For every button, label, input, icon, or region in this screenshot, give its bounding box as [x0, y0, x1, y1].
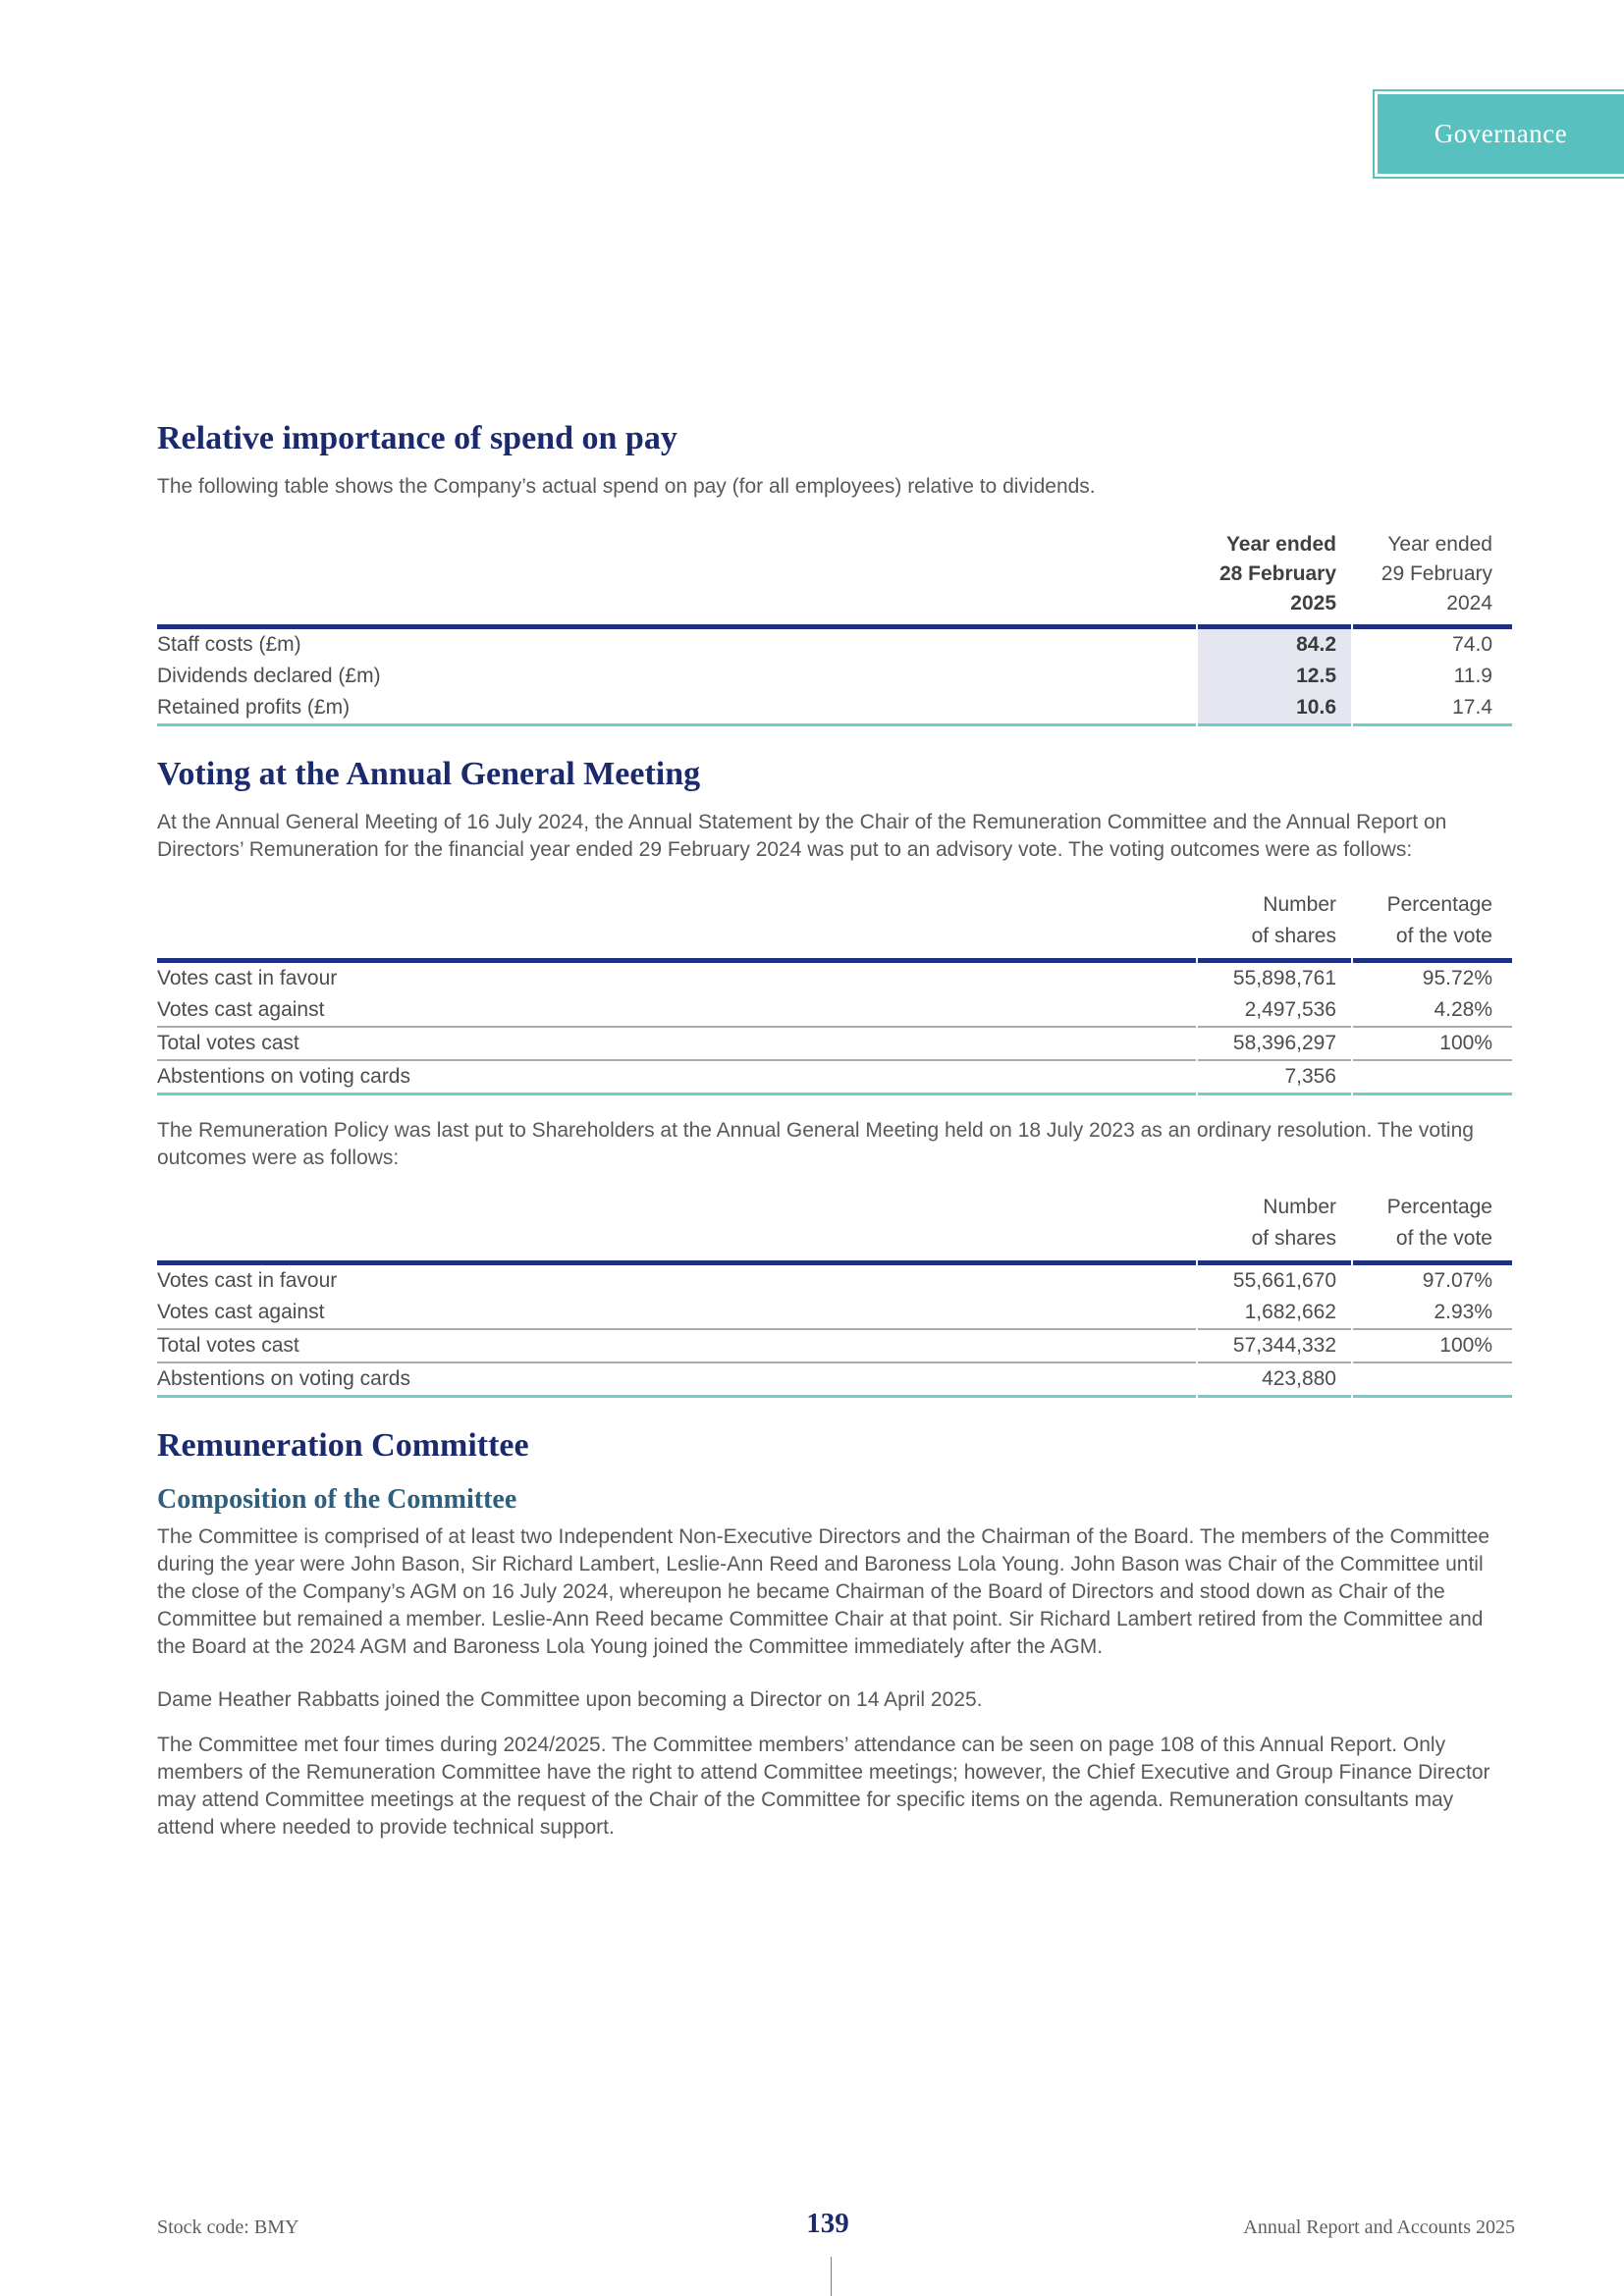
row-shares: 423,880	[1198, 1362, 1351, 1398]
row-label: Votes cast against	[157, 998, 325, 1021]
row-label: Votes cast in favour	[157, 967, 338, 989]
composition-paragraph-3: The Committee met four times during 2024/2025. The Committee members’ attendance can be seen on page 108 of this Annual Report. Only members of the Remuneration Committee have the right to attend Committee meetings; however, the Chief Executive and Group Finance Director may attend Committee meetings at the request of the Chair of the Committee for specific items on the agenda. Remuneration consultants may attend where needed to provide technical support.	[157, 1734, 1490, 1839]
footer-report-title: Annual Report and Accounts 2025	[1243, 2216, 1515, 2238]
row-value-2024: 17.4	[1353, 692, 1512, 726]
agm-vote-table	[157, 885, 1512, 1095]
row-shares: 55,661,670	[1232, 1269, 1336, 1292]
spend-table-header-2024: Year ended 29 February 2024	[1353, 526, 1512, 629]
voting-section-intro: At the Annual General Meeting of 16 July 2024, the Annual Statement by the Chair of the Remuneration Committee and the Annual Report on Directors’ Remuneration for the financial year ended 29 February 2024 was put to an advisory vote. The voting outcomes were as follows:	[157, 811, 1447, 861]
row-shares: 57,344,332	[1198, 1328, 1351, 1362]
composition-paragraph-2: Dame Heather Rabbatts joined the Committee upon becoming a Director on 14 April 2025.	[157, 1688, 983, 1711]
row-pct: 100%	[1353, 1026, 1512, 1059]
row-label: Votes cast against	[157, 1301, 325, 1323]
remuneration-section-title: Remuneration Committee	[157, 1427, 529, 1464]
row-label: Retained profits (£m)	[157, 692, 1196, 726]
row-shares: 1,682,662	[1244, 1301, 1336, 1323]
voting-section-title: Voting at the Annual General Meeting	[157, 756, 701, 792]
row-label: Total votes cast	[157, 1328, 1196, 1362]
vote-table-header-shares: Number of shares	[1198, 1188, 1351, 1265]
spend-table-header-row	[157, 526, 1512, 629]
footer-stock-code: Stock code: BMY	[157, 2216, 299, 2238]
row-label: Abstentions on voting cards	[157, 1362, 1196, 1398]
policy-vote-table	[157, 1188, 1512, 1398]
row-shares: 2,497,536	[1244, 998, 1336, 1021]
row-shares: 58,396,297	[1198, 1026, 1351, 1059]
row-value-2024: 11.9	[1453, 665, 1492, 687]
spend-section-intro: The following table shows the Company’s actual spend on pay (for all employees) relative to dividends.	[157, 475, 1096, 498]
vote-table-header-pct: Percentage of the vote	[1353, 1188, 1512, 1265]
composition-paragraph-1: The Committee is comprised of at least two Independent Non-Executive Directors and the Chairman of the Board. The members of the Committee during the year were John Bason, Sir Richard Lambert, Leslie-Ann Reed and Baroness Lola Young. John Bason was Chair of the Committee until the close of the Company’s AGM on 16 July 2024, whereupon he became Chairman of the Board of Directors and stood down as Chair of the Committee but remained a member. Leslie-Ann Reed became Committee Chair at that point. Sir Richard Lambert retired from the Committee and the Board at the 2024 AGM and Baroness Lola Young joined the Committee immediately after the AGM.	[157, 1525, 1490, 1658]
table-row	[157, 963, 1512, 994]
row-label: Abstentions on voting cards	[157, 1059, 1196, 1095]
table-row	[157, 629, 1512, 661]
row-pct: 95.72%	[1422, 967, 1492, 989]
governance-section-tab-label: Governance	[1378, 94, 1624, 174]
row-label: Votes cast in favour	[157, 1269, 338, 1292]
vote-table-header-pct: Percentage of the vote	[1353, 885, 1512, 963]
vote-table-header-row	[157, 885, 1512, 963]
table-row	[157, 1026, 1512, 1059]
row-value-2025: 12.5	[1198, 661, 1351, 692]
row-pct: 100%	[1353, 1328, 1512, 1362]
table-row	[157, 1265, 1512, 1297]
row-pct	[1353, 1059, 1512, 1095]
vote-table-header-shares: Number of shares	[1198, 885, 1351, 963]
spend-table-header-2025: Year ended 28 February 2025	[1198, 526, 1351, 629]
table-row	[157, 994, 1512, 1026]
binding-mark-line	[831, 2257, 832, 2296]
row-label: Staff costs (£m)	[157, 633, 301, 656]
row-pct: 2.93%	[1434, 1301, 1492, 1323]
row-shares: 7,356	[1198, 1059, 1351, 1095]
table-row	[157, 692, 1512, 726]
row-label: Total votes cast	[157, 1026, 1196, 1059]
composition-subtitle: Composition of the Committee	[157, 1484, 517, 1515]
page-number: 139	[806, 2208, 849, 2239]
table-row	[157, 1328, 1512, 1362]
page-content	[157, 0, 1512, 1842]
row-shares: 55,898,761	[1232, 967, 1336, 989]
row-value-2025: 10.6	[1198, 692, 1351, 726]
row-pct	[1353, 1362, 1512, 1398]
row-pct: 97.07%	[1422, 1269, 1492, 1292]
spend-table-header-spacer	[157, 526, 1196, 629]
voting-between-paragraph: The Remuneration Policy was last put to Shareholders at the Annual General Meeting held on 18 July 2023 as an ordinary resolution. The voting outcomes were as follows:	[157, 1119, 1474, 1169]
vote-table-header-row	[157, 1188, 1512, 1265]
vote-table-header-spacer	[157, 885, 1196, 963]
table-row	[157, 1059, 1512, 1095]
row-label: Dividends declared (£m)	[157, 665, 381, 687]
row-value-2025: 84.2	[1198, 629, 1351, 661]
row-value-2024: 74.0	[1452, 633, 1492, 656]
row-pct: 4.28%	[1434, 998, 1492, 1021]
table-row	[157, 661, 1512, 692]
table-row	[157, 1362, 1512, 1398]
spend-table	[157, 526, 1512, 726]
vote-table-header-spacer	[157, 1188, 1196, 1265]
spend-section-title: Relative importance of spend on pay	[157, 420, 677, 456]
table-row	[157, 1297, 1512, 1328]
